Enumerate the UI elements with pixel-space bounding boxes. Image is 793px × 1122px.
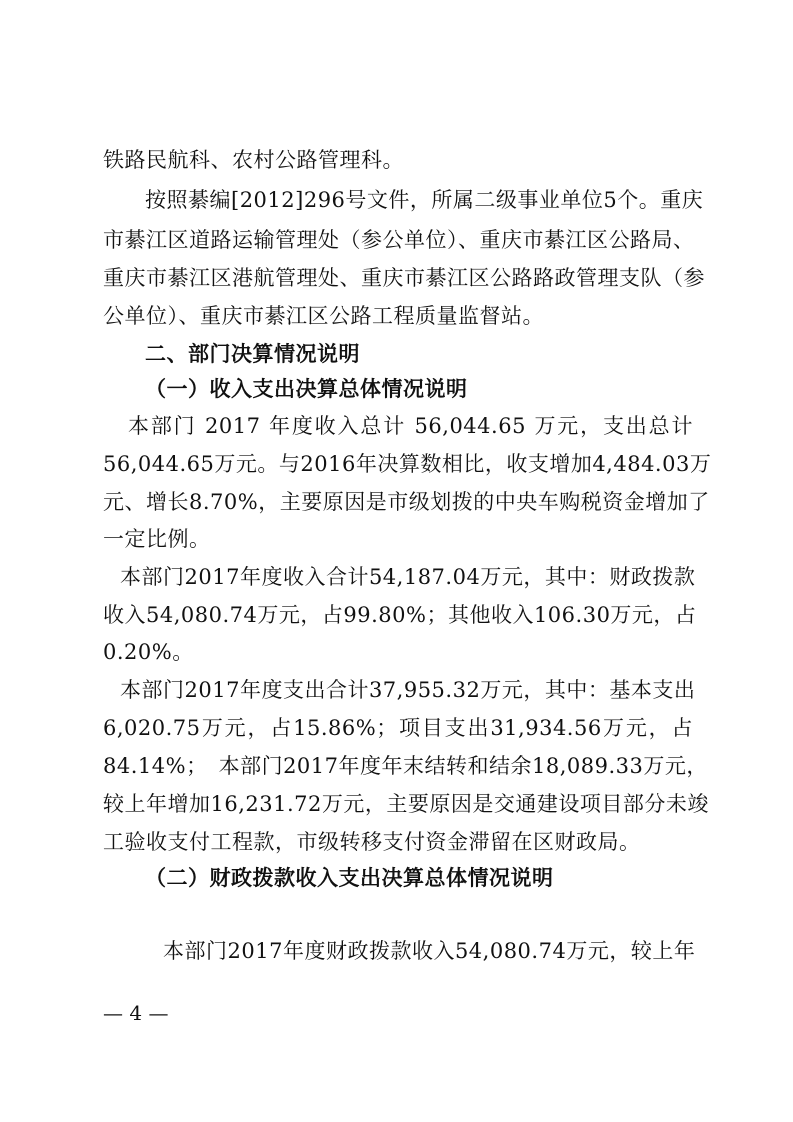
paragraph-line-18: 较上年增加16,231.72万元，主要原因是交通建设项目部分未竣 bbox=[103, 792, 709, 816]
paragraph-line-19: 工验收支付工程款，市级转移支付资金滞留在区财政局。 bbox=[103, 830, 641, 854]
paragraph-line-9: 56,044.65万元。与2016年决算数相比，收支增加4,484.03万 bbox=[103, 452, 712, 476]
paragraph-line-16: 6,020.75万元，占15.86%；项目支出31,934.56万元，占 bbox=[103, 716, 693, 740]
paragraph-line-8: 本部门 2017 年度收入总计 56,044.65 万元，支出总计 bbox=[128, 414, 693, 438]
paragraph-line-13: 收入54,080.74万元，占99.80%；其他收入106.30万元，占 bbox=[103, 603, 697, 627]
paragraph-line-14: 0.20%。 bbox=[103, 640, 194, 664]
paragraph-line-15: 本部门2017年度支出合计37,955.32万元，其中：基本支出 bbox=[120, 678, 696, 702]
paragraph-line-4: 重庆市綦江区港航管理处、重庆市綦江区公路路政管理支队（参 bbox=[103, 266, 705, 290]
paragraph-line-2: 按照綦编[2012]296号文件，所属二级事业单位5个。重庆 bbox=[145, 188, 704, 212]
paragraph-line-1: 铁路民航科、农村公路管理科。 bbox=[103, 148, 404, 172]
subsection-heading-1: （一）收入支出决算总体情况说明 bbox=[145, 376, 468, 401]
section-heading: 二、部门决算情况说明 bbox=[145, 341, 360, 366]
paragraph-line-21: 本部门2017年度财政拨款收入54,080.74万元，较上年 bbox=[163, 939, 696, 963]
paragraph-line-10: 元、增长8.70%，主要原因是市级划拨的中央车购税资金增加了 bbox=[103, 490, 710, 514]
page-number: — 4 — bbox=[103, 1001, 169, 1025]
paragraph-line-12: 本部门2017年度收入合计54,187.04万元，其中：财政拨款 bbox=[120, 565, 696, 589]
paragraph-line-5: 公单位）、重庆市綦江区公路工程质量监督站。 bbox=[103, 304, 544, 328]
paragraph-line-11: 一定比例。 bbox=[103, 527, 211, 551]
subsection-heading-2: （二）财政拨款收入支出决算总体情况说明 bbox=[145, 865, 554, 890]
paragraph-line-17: 84.14%； 本部门2017年度年末结转和结余18,089.33万元， bbox=[103, 754, 708, 778]
paragraph-line-3: 市綦江区道路运输管理处（参公单位）、重庆市綦江区公路局、 bbox=[103, 228, 695, 252]
